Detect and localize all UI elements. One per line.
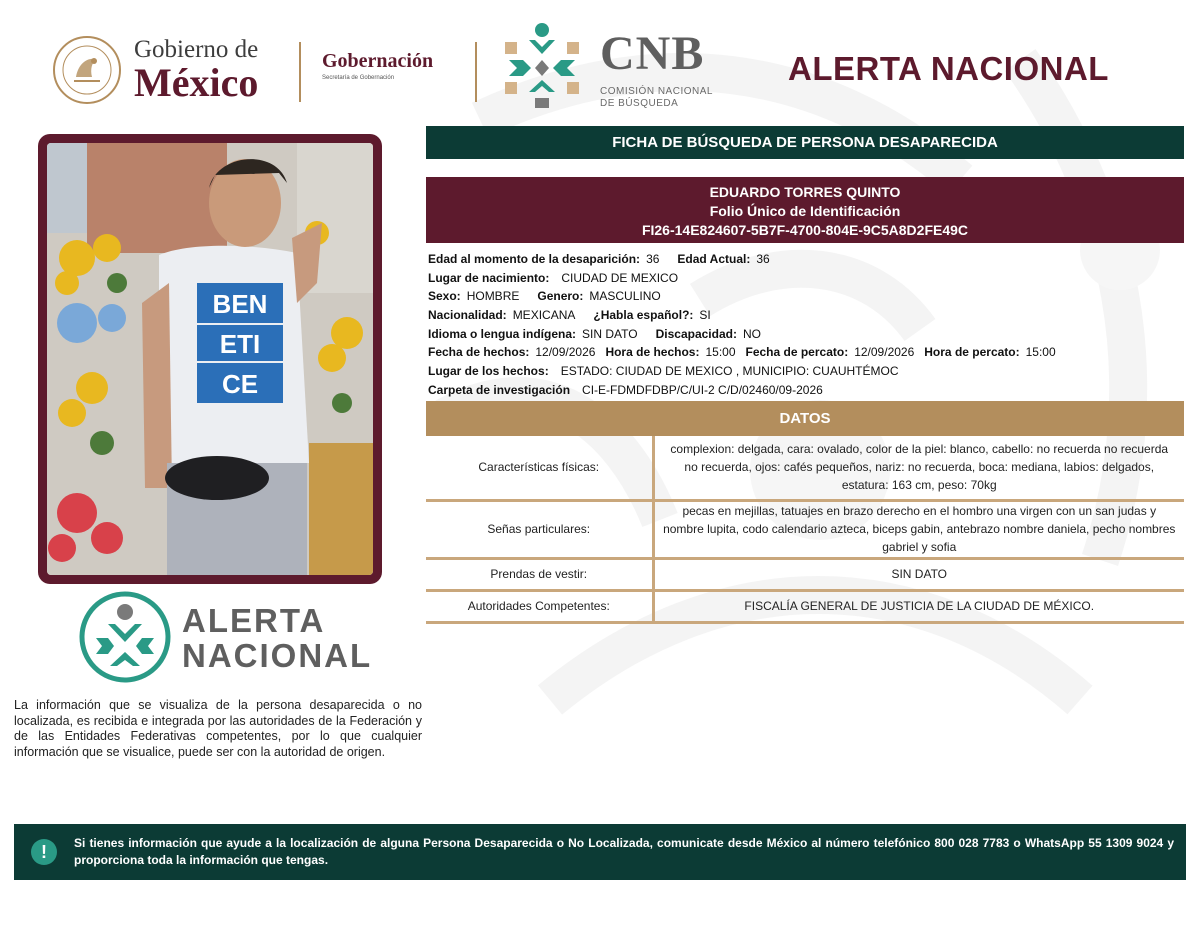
habla-espanol-label: ¿Habla español?: (593, 308, 694, 323)
alerta-logo-line2: NACIONAL (182, 636, 373, 674)
cnb-logo (495, 20, 745, 115)
alerta-nacional-logo (78, 590, 378, 685)
alerta-nacional-emblem-icon (78, 590, 173, 685)
sexo-value: HOMBRE (466, 289, 520, 304)
genero-label: Genero: (537, 289, 584, 304)
gobernacion-label: Gobernación (322, 50, 434, 72)
hora-hechos-value: 15:00 (705, 345, 736, 360)
sexo-label: Sexo: (428, 289, 461, 304)
alerta-nacional-title: ALERTA NACIONAL (788, 50, 1109, 87)
lugar-hechos-value: ESTADO: CIUDAD DE MEXICO , MUNICIPIO: CUAUHTÉMOC (560, 364, 899, 379)
hora-percato-value: 15:00 (1025, 345, 1056, 360)
table-row (426, 500, 1184, 558)
person-name: EDUARDO TORRES QUINTO (709, 184, 901, 200)
fecha-hechos-value: 12/09/2026 (535, 345, 596, 360)
info-row-nacionalidad (428, 306, 1184, 325)
edad-desaparicion-value: 36 (646, 252, 660, 266)
info-row-sexo (428, 287, 1184, 306)
info-row-carpeta (428, 381, 1184, 400)
info-row-nacimiento (428, 269, 1184, 288)
folio-value: FI26-14E824607-5B7F-4700-804E-9C5A8D2FE49C (641, 222, 969, 238)
carpeta-label: Carpeta de investigación (428, 382, 571, 397)
contact-message: Si tienes información que ayude a la localización de alguna Persona Desaparecida o No Localizada, comunicate desde México al número telefónico 800 028 7783 o WhatsApp 55 1309 9024 y proporciona toda la información que tengas. (74, 836, 1174, 867)
person-photo (47, 143, 373, 575)
table-row (426, 436, 1184, 500)
table-row-label: Prendas de vestir: (426, 558, 653, 590)
cnb-title: CNB (600, 27, 705, 80)
cnb-subtitle-line1: COMISIÓN NACIONAL (600, 86, 713, 97)
gobernacion-sub-label: Secretaría de Gobernación (322, 75, 395, 81)
header-divider (475, 42, 477, 102)
person-info (428, 250, 1184, 400)
carpeta-value: CI-E-FDMDFDBP/C/UI-2 C/D/02460/09-2026 (582, 382, 823, 397)
idioma-label: Idioma o lengua indígena: (428, 326, 577, 341)
mexico-label: México (134, 60, 259, 105)
lugar-nacimiento-value: CIUDAD DE MEXICO (561, 270, 679, 285)
person-name-box (426, 177, 1184, 243)
shirt-text-line3: CE (221, 369, 259, 399)
table-row (426, 558, 1184, 590)
national-seal-icon (52, 35, 122, 105)
gobierno-de-mexico-logo (52, 34, 302, 106)
table-row (426, 590, 1184, 622)
folio-label: Folio Único de Identificación (709, 203, 901, 219)
info-row-lugar-hechos (428, 362, 1184, 381)
discapacidad-value: NO (742, 326, 761, 341)
info-row-idioma (428, 325, 1184, 344)
gobernacion-logo (322, 50, 462, 81)
idioma-value: SIN DATO (582, 326, 638, 341)
hora-hechos-label: Hora de hechos: (605, 345, 700, 360)
datos-header: DATOS (426, 401, 1184, 436)
exclamation-icon: ! (31, 839, 57, 865)
table-row-value: FISCALÍA GENERAL DE JUSTICIA DE LA CIUDAD DE MÉXICO. (653, 590, 1184, 622)
fecha-percato-value: 12/09/2026 (854, 345, 915, 360)
discapacidad-label: Discapacidad: (655, 326, 737, 341)
fecha-hechos-label: Fecha de hechos: (428, 345, 530, 360)
datos-table (426, 436, 1184, 624)
lugar-nacimiento-label: Lugar de nacimiento: (428, 270, 550, 285)
nacionalidad-value: MEXICANA (512, 308, 576, 323)
edad-desaparicion-label: Edad al momento de la desaparición: (428, 252, 641, 266)
habla-espanol-value: SI (699, 308, 711, 323)
ficha-title: FICHA DE BÚSQUEDA DE PERSONA DESAPARECIDA (426, 126, 1184, 159)
fecha-percato-label: Fecha de percato: (745, 345, 849, 360)
genero-value: MASCULINO (589, 289, 661, 304)
table-row-label: Características físicas: (426, 436, 653, 500)
shirt-text-line1: BEN (212, 289, 268, 319)
table-row-label: Señas particulares: (426, 500, 653, 558)
header-divider (299, 42, 301, 102)
photo-frame (38, 134, 382, 584)
edad-actual-value: 36 (756, 252, 770, 266)
edad-actual-label: Edad Actual: (677, 252, 751, 266)
gobierno-de-label: Gobierno de (134, 36, 259, 63)
table-row-value: complexion: delgada, cara: ovalado, color de la piel: blanco, cabello: no recuerda no recuerda no recuerda, ojos: cafés pequeños, nariz: no recuerda, boca: mediana, labios: delgados, estatura: 163 cm, peso: 70kg (653, 436, 1184, 500)
info-row-edad (428, 250, 1184, 269)
nacionalidad-label: Nacionalidad: (428, 308, 507, 323)
shirt-text-line2: ETI (219, 329, 261, 359)
alerta-logo-line1: ALERTA (182, 602, 326, 639)
cnb-emblem-icon (495, 20, 590, 115)
contact-footer (14, 824, 1186, 880)
lugar-hechos-label: Lugar de los hechos: (428, 364, 549, 379)
disclaimer-text: La información que se visualiza de la persona desaparecida o no localizada, es recibida e integrada por las autoridades de la Federación y de las Entidades Federativas competentes, por lo que cualquier información que se visualice, puede ser con la autoridad de origen. (14, 698, 422, 759)
table-row-value: SIN DATO (653, 558, 1184, 590)
table-row-label: Autoridades Competentes: (426, 590, 653, 622)
table-row-value: pecas en mejillas, tatuajes en brazo derecho en el hombro una virgen con un san judas y nombre lupita, codo calendario azteca, biceps gabin, antebrazo nombre daniela, pecho nombres gabriel y sofia (653, 500, 1184, 558)
cnb-subtitle-line2: DE BÚSQUEDA (600, 98, 679, 109)
info-row-fechas (428, 343, 1184, 362)
hora-percato-label: Hora de percato: (924, 345, 1020, 360)
